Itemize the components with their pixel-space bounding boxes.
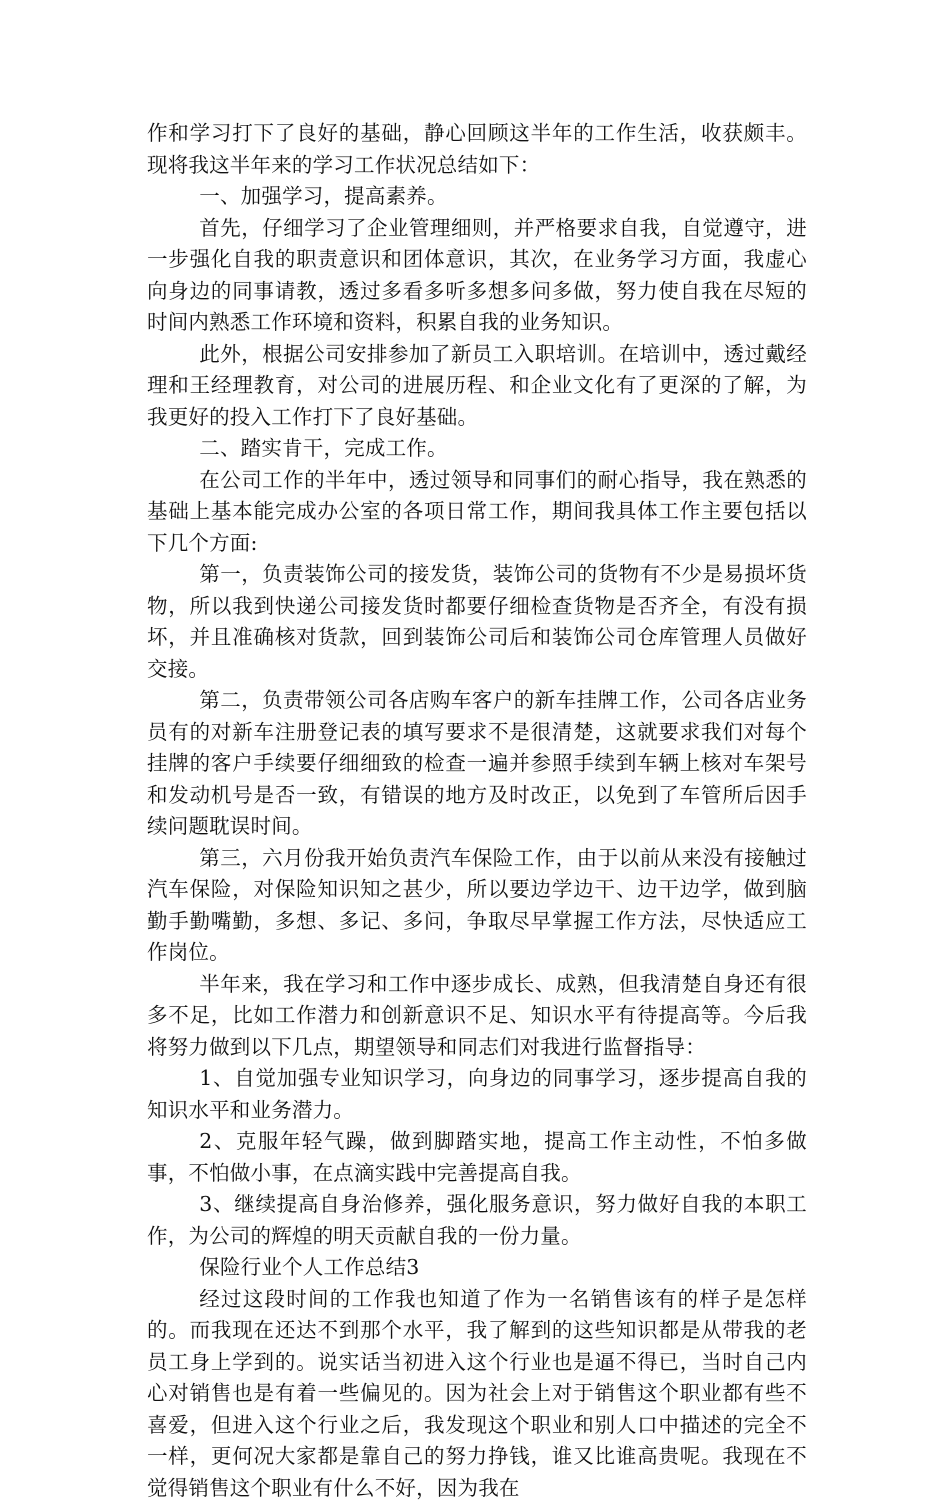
paragraph-third: 第三，六月份我开始负责汽车保险工作，由于以前从来没有接触过汽车保险，对保险知识知之甚少，所以要边学边干、边干边学，做到脑勤手勤嘴勤，多想、多记、多问，争取尽早掌握工作方法，尽快适应工作岗位。	[147, 843, 807, 969]
paragraph-intro: 作和学习打下了良好的基础，静心回顾这半年的工作生活，收获颇丰。现将我这半年来的学习工作状况总结如下：	[147, 118, 807, 181]
section-heading-1: 一、加强学习，提高素养。	[147, 181, 807, 213]
paragraph-sales: 经过这段时间的工作我也知道了作为一名销售该有的样子是怎样的。而我现在还达不到那个水平，我了解到的这些知识都是从带我的老员工身上学到的。说实话当初进入这个行业也是逼不得已，当时自己内心对销售也是有着一些偏见的。因为社会上对于销售这个职业都有些不喜爱，但进入这个行业之后，我发现这个职业和别人口中描述的完全不一样，更何况大家都是靠自己的努力挣钱，谁又比谁高贵呢。我现在不觉得销售这个职业有什么不好，因为我在	[147, 1284, 807, 1504]
paragraph-second: 第二，负责带领公司各店购车客户的新车挂牌工作，公司各店业务员有的对新车注册登记表的填写要求不是很清楚，这就要求我们对每个挂牌的客户手续要仔细细致的检查一遍并参照手续到车辆上核对车架号和发动机号是否一致，有错误的地方及时改正，以免到了车管所后因手续问题耽误时间。	[147, 685, 807, 843]
document-body	[147, 118, 807, 1504]
article-title-3: 保险行业个人工作总结3	[147, 1252, 807, 1284]
paragraph-study: 首先，仔细学习了企业管理细则，并严格要求自我，自觉遵守，进一步强化自我的职责意识和团体意识，其次，在业务学习方面，我虚心向身边的同事请教，透过多看多听多想多问多做，努力使自我在尽短的时间内熟悉工作环境和资料，积累自我的业务知识。	[147, 213, 807, 339]
paragraph-half-year: 半年来，我在学习和工作中逐步成长、成熟，但我清楚自身还有很多不足，比如工作潜力和创新意识不足、知识水平有待提高等。今后我将努力做到以下几点，期望领导和同志们对我进行监督指导：	[147, 969, 807, 1064]
list-item-2: 2、克服年轻气躁，做到脚踏实地，提高工作主动性，不怕多做事，不怕做小事，在点滴实践中完善提高自我。	[147, 1126, 807, 1189]
section-heading-2: 二、踏实肯干，完成工作。	[147, 433, 807, 465]
paragraph-training: 此外，根据公司安排参加了新员工入职培训。在培训中，透过戴经理和王经理教育，对公司的进展历程、和企业文化有了更深的了解，为我更好的投入工作打下了良好基础。	[147, 339, 807, 434]
list-item-1: 1、自觉加强专业知识学习，向身边的同事学习，逐步提高自我的知识水平和业务潜力。	[147, 1063, 807, 1126]
paragraph-work-intro: 在公司工作的半年中，透过领导和同事们的耐心指导，我在熟悉的基础上基本能完成办公室的各项日常工作，期间我具体工作主要包括以下几个方面:	[147, 465, 807, 560]
list-item-3: 3、继续提高自身治修养，强化服务意识，努力做好自我的本职工作，为公司的辉煌的明天贡献自我的一份力量。	[147, 1189, 807, 1252]
paragraph-first: 第一，负责装饰公司的接发货，装饰公司的货物有不少是易损坏货物，所以我到快递公司接发货时都要仔细检查货物是否齐全，有没有损坏，并且准确核对货款，回到装饰公司后和装饰公司仓库管理人员做好交接。	[147, 559, 807, 685]
